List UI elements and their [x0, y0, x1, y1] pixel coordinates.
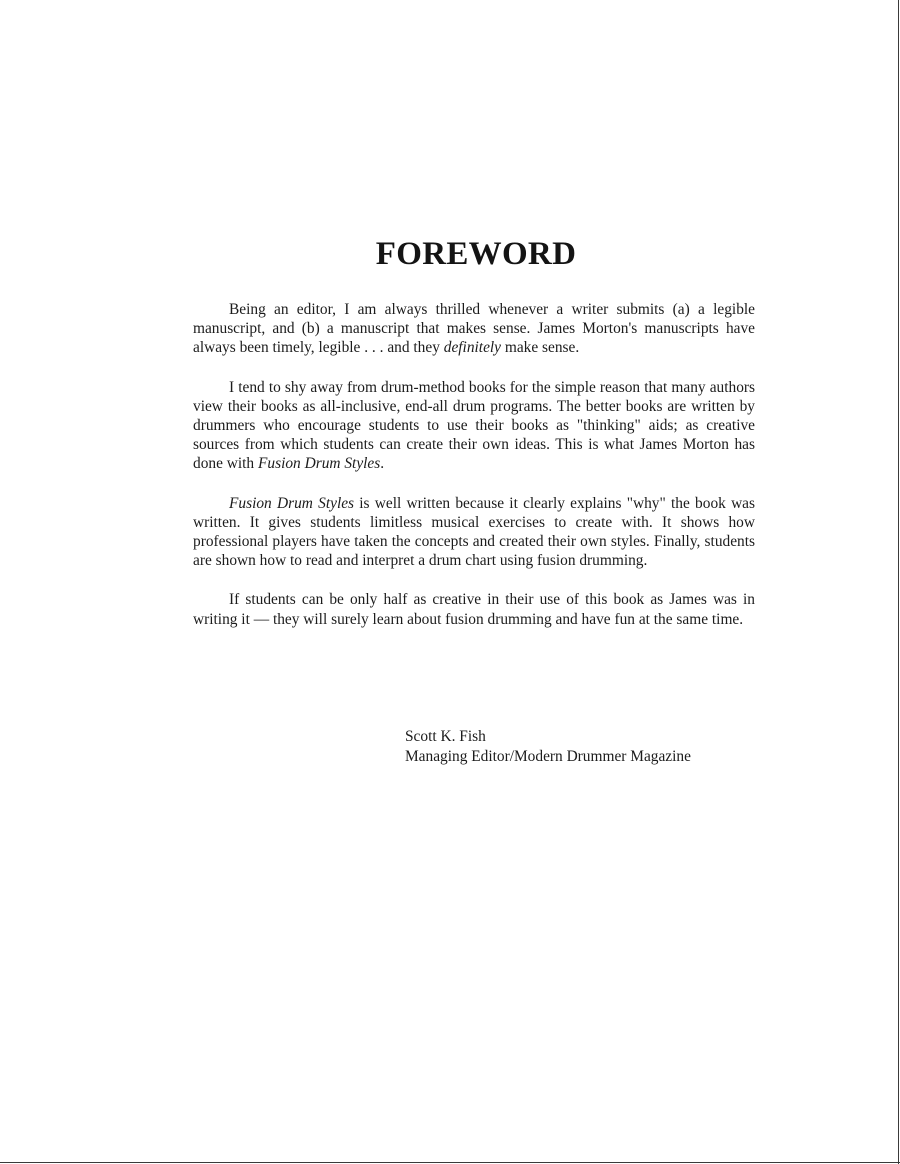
- page-title: FOREWORD: [375, 236, 577, 272]
- signature-role: Managing Editor/Modern Drummer Magazine: [405, 747, 691, 765]
- paragraph-1: [193, 300, 755, 358]
- foreword-body: [193, 300, 755, 649]
- paragraph-4-text-a: If students can be only half as creative in their use of this book as James was in writing it — they will surely learn about fusion drumming and have fun at the same time.: [193, 591, 755, 628]
- paragraph-1-text-a: Being an editor, I am always thrilled whenever a writer submits (a) a legible manuscript, and (b) a manuscript that makes sense. James Morton's manuscripts have always been timely, legible . . . and they: [193, 301, 755, 357]
- paragraph-4: [193, 590, 755, 628]
- paragraph-2-text-a: I tend to shy away from drum-method books for the simple reason that many authors view their books as all-inclusive, end-all drum programs. The better books are written by drummers who encourage students to use their books as "thinking" aids; as creative sources from which students can create their own ideas. This is what James Morton has done with: [193, 378, 755, 473]
- page-edge-bottom: [0, 1162, 900, 1163]
- paragraph-2-text-b: .: [380, 455, 385, 473]
- paragraph-3-book-title: Fusion Drum Styles: [229, 494, 355, 512]
- signature-block: [405, 727, 691, 766]
- paragraph-3: [193, 494, 755, 571]
- paragraph-3-text-b: is well written because it clearly explains "why" the book was written. It gives students limitless musical exercises to create with. It shows how professional players have taken the concepts and created their own styles. Finally, students are shown how to read and interpret a drum chart using fusion drumming.: [193, 494, 756, 570]
- paragraph-1-text-b: make sense.: [501, 339, 580, 357]
- paragraph-2-book-title: Fusion Drum Styles: [257, 455, 381, 473]
- paragraph-1-emphasis: definitely: [443, 339, 502, 357]
- paragraph-2: [193, 378, 755, 474]
- signature-name: Scott K. Fish: [405, 728, 486, 745]
- page-edge-right: [898, 0, 899, 1164]
